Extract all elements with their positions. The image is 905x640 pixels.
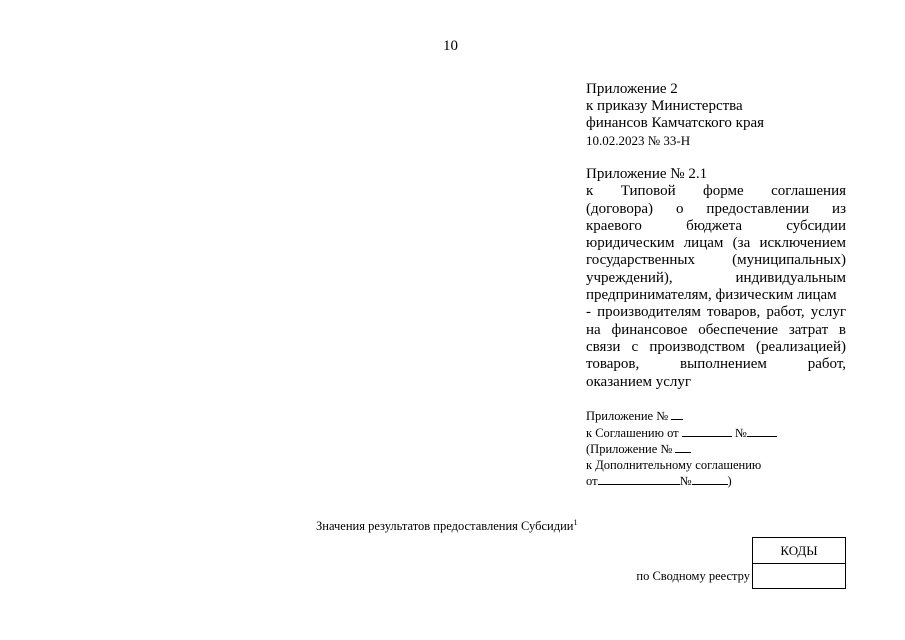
results-table-title bbox=[316, 518, 577, 534]
supplement-date-label: от bbox=[586, 474, 598, 488]
appendix-2-1-line: связи с производством (реализацией) bbox=[586, 338, 846, 355]
supplement-number-label: № bbox=[679, 474, 692, 488]
supplement-date-blank bbox=[598, 473, 680, 485]
codes-header: КОДЫ bbox=[753, 538, 845, 564]
agreement-number-blank bbox=[747, 425, 777, 437]
appendix-2-1-line: предпринимателям, физическим лицам bbox=[586, 287, 837, 304]
appendix-2-1-line: юридическим лицам (за исключением bbox=[586, 235, 846, 252]
agreement-date-line bbox=[586, 425, 846, 442]
agreement-date-label: к Соглашению от bbox=[586, 425, 679, 440]
appendix-2-1-line: на финансовое обеспечение затрат в bbox=[586, 321, 846, 338]
annex-number-line bbox=[586, 408, 846, 425]
appendix-2-1-line: краевого бюджета субсидии bbox=[586, 217, 846, 234]
appendix-2-line: к приказу Министерства bbox=[586, 98, 743, 114]
supplement-number-blank bbox=[692, 473, 728, 485]
order-date: 10.02.2023 № 33-Н bbox=[586, 133, 691, 148]
supplement-annex-label: (Приложение № bbox=[586, 442, 673, 456]
appendix-2-line: Приложение 2 bbox=[586, 81, 678, 97]
appendix-2-1-line: (договора) о предоставлении из bbox=[586, 200, 846, 217]
appendix-2-line: финансов Камчатского края bbox=[586, 115, 765, 131]
page-number: 10 bbox=[443, 38, 458, 54]
supplement-agreement-line: к Дополнительному соглашению bbox=[586, 457, 762, 472]
closing-paren: ) bbox=[727, 474, 732, 488]
appendix-2-1-line: к Типовой форме соглашения bbox=[586, 183, 846, 200]
appendix-2-1-line: государственных (муниципальных) bbox=[586, 252, 846, 269]
appendix-2-1-header bbox=[586, 166, 846, 391]
supplement-annex-blank bbox=[675, 441, 691, 453]
appendix-2-1-line: - производителям товаров, работ, услуг bbox=[586, 304, 846, 321]
appendix-2-1-line: товаров, выполнением работ, bbox=[586, 356, 846, 373]
registry-label: по Сводному реестру bbox=[636, 569, 750, 583]
supplement-annex-line bbox=[586, 441, 846, 458]
footnote-mark: 1 bbox=[573, 518, 578, 527]
appendix-2-header bbox=[586, 81, 846, 149]
results-title-text: Значения результатов предоставления Субсидии bbox=[316, 519, 574, 534]
annex-number-label: Приложение № bbox=[586, 409, 669, 423]
codes-table bbox=[752, 537, 846, 589]
supplement-date-line bbox=[586, 473, 846, 490]
appendix-2-1-line: оказанием услуг bbox=[586, 373, 692, 390]
agreement-annex-block bbox=[586, 408, 846, 490]
appendix-2-1-title: Приложение № 2.1 bbox=[586, 166, 708, 182]
agreement-number-label: № bbox=[734, 425, 747, 440]
agreement-date-blank bbox=[682, 425, 732, 437]
appendix-2-1-line: учреждений), индивидуальным bbox=[586, 269, 846, 286]
annex-number-blank bbox=[671, 408, 683, 420]
